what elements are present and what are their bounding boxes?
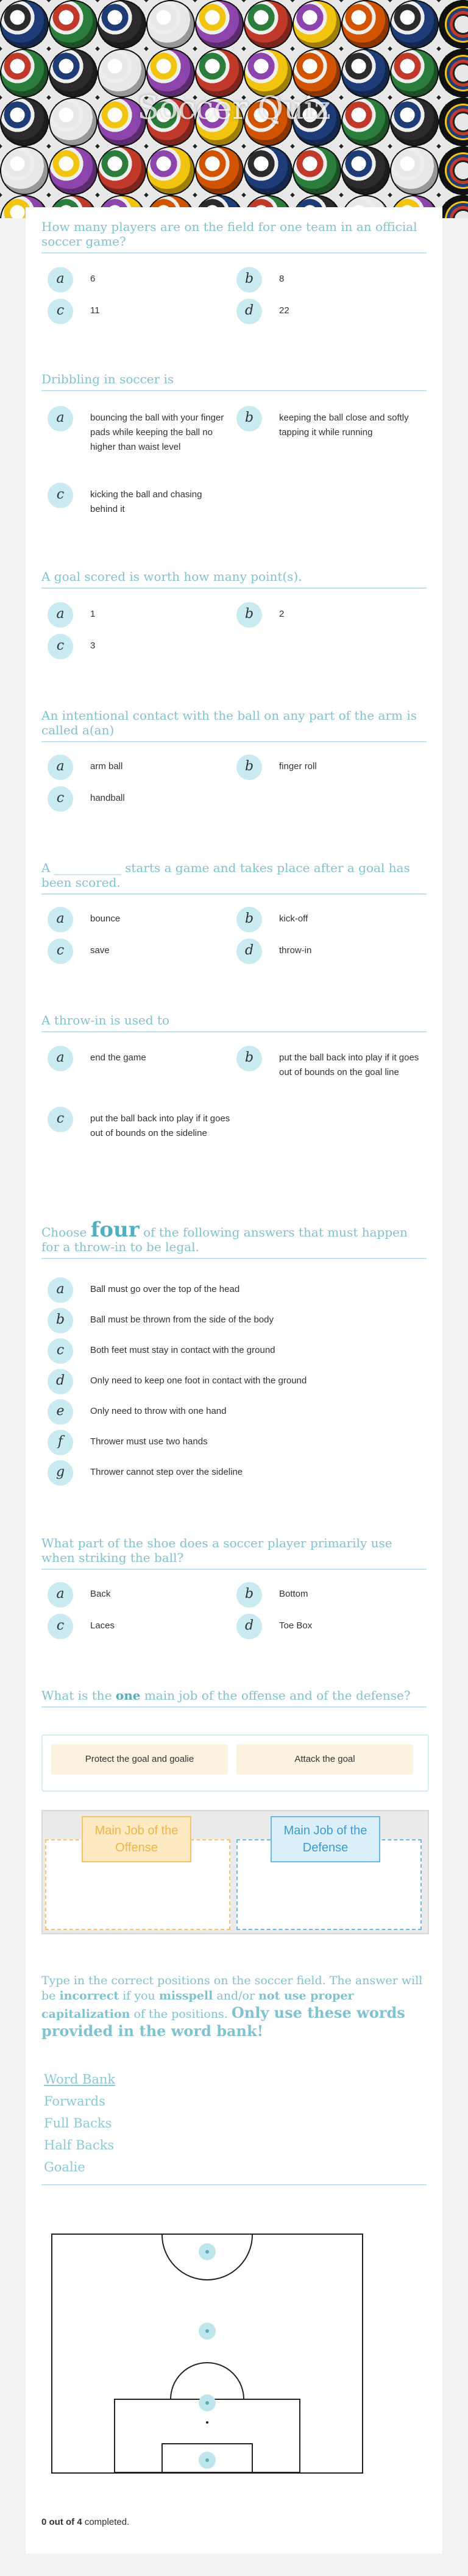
soccer-ball-image xyxy=(391,1,438,48)
option-letter: d xyxy=(48,1369,73,1394)
option-letter: b xyxy=(48,1308,73,1333)
soccer-ball-image xyxy=(196,1,243,48)
option-text: 2 xyxy=(279,609,285,619)
soccer-ball-image xyxy=(147,147,194,194)
option-letter: b xyxy=(236,602,262,628)
option-letter: g xyxy=(48,1460,73,1486)
soccer-ball-image xyxy=(196,50,243,96)
soccer-ball-image xyxy=(50,50,96,96)
option-letter: c xyxy=(48,786,73,812)
option-text: handball xyxy=(90,793,125,803)
option-letter: d xyxy=(236,299,262,324)
worksheet xyxy=(26,207,442,2553)
option-b[interactable] xyxy=(48,1308,413,1333)
option-text: Back xyxy=(90,1589,111,1599)
option-a[interactable] xyxy=(48,267,230,293)
option-a[interactable] xyxy=(48,1582,230,1608)
question-title: An intentional contact with the ball on any part of the arm is called a(an) xyxy=(41,708,427,742)
soccer-ball-image xyxy=(294,1,340,48)
option-c[interactable] xyxy=(48,634,230,659)
option-a[interactable] xyxy=(48,1046,230,1071)
option-text: 11 xyxy=(90,305,100,316)
position-input-full-backs[interactable] xyxy=(199,2394,216,2411)
soccer-ball-image xyxy=(50,1,96,48)
word-bank-item: Forwards xyxy=(44,2094,105,2109)
question-10 xyxy=(41,1973,427,2040)
option-text: throw-in xyxy=(279,945,312,956)
option-d[interactable] xyxy=(236,1614,419,1639)
option-letter: b xyxy=(236,1046,262,1071)
soccer-ball-image xyxy=(342,147,389,194)
option-a[interactable] xyxy=(48,406,230,455)
option-text: Thrower must use two hands xyxy=(90,1436,208,1447)
option-text: Ball must go over the top of the head xyxy=(90,1284,240,1294)
option-a[interactable] xyxy=(48,602,230,628)
soccer-ball-image xyxy=(294,50,340,96)
completion-status: 0 out of 4 completed. xyxy=(41,2517,130,2527)
soccer-ball-image xyxy=(342,50,389,96)
option-g[interactable] xyxy=(48,1460,413,1486)
field-lines xyxy=(52,2235,362,2472)
option-text: 3 xyxy=(90,640,96,651)
option-letter: a xyxy=(48,1046,73,1071)
question-4 xyxy=(41,708,427,742)
option-text: 8 xyxy=(279,274,285,284)
position-input-goalie[interactable] xyxy=(199,2452,216,2469)
question-title: A throw-in is used to xyxy=(41,1013,427,1032)
word-bank-item: Half Backs xyxy=(44,2138,115,2152)
soccer-ball-image xyxy=(1,1,48,48)
question-9 xyxy=(41,1688,427,1708)
option-text: kicking the ball and chasing behind it xyxy=(90,489,202,514)
question-2 xyxy=(41,372,427,391)
soccer-ball-image xyxy=(245,50,291,96)
soccer-ball-image xyxy=(50,147,96,194)
option-text: put the ball back into play if it goes out of bounds on the sideline xyxy=(90,1113,230,1138)
question-title: A ___________ starts a game and takes place after a goal has been scored. xyxy=(41,860,427,895)
option-d[interactable] xyxy=(48,1369,413,1394)
option-text: Both feet must stay in contact with the ground xyxy=(90,1345,275,1355)
drop-zones xyxy=(41,1810,429,1934)
option-c[interactable] xyxy=(48,299,230,324)
option-c[interactable] xyxy=(48,939,230,964)
soccer-ball-image xyxy=(391,147,438,194)
offense-label: Main Job of the Offense xyxy=(82,1816,191,1862)
soccer-ball-image xyxy=(196,147,243,194)
word-bank-item: Goalie xyxy=(44,2160,85,2174)
option-f[interactable] xyxy=(48,1430,413,1455)
option-letter: a xyxy=(48,907,73,932)
option-a[interactable] xyxy=(48,1277,413,1303)
option-letter: e xyxy=(48,1399,73,1425)
option-text: kick-off xyxy=(279,914,308,924)
option-text: bounce xyxy=(90,914,121,924)
option-d[interactable] xyxy=(236,939,419,964)
question-title: What part of the shoe does a soccer player primarily use when striking the ball? xyxy=(41,1536,427,1570)
question-title: Dribbling in soccer is xyxy=(41,372,427,391)
option-letter: c xyxy=(48,1614,73,1639)
option-text: Thrower cannot step over the sideline xyxy=(90,1467,243,1477)
page-title: Soccer Quiz xyxy=(137,90,331,127)
option-text: bouncing the ball with your finger pads while keeping the ball no higher than waist level xyxy=(90,413,224,452)
option-letter: c xyxy=(48,299,73,324)
option-c[interactable] xyxy=(48,786,230,812)
word-bank-title: Word Bank xyxy=(44,2072,116,2087)
option-letter: d xyxy=(236,1614,262,1639)
option-c[interactable] xyxy=(48,483,230,517)
option-text: Laces xyxy=(90,1620,115,1631)
option-text: Only need to throw with one hand xyxy=(90,1406,227,1416)
option-letter: b xyxy=(236,267,262,293)
soccer-field xyxy=(51,2234,363,2474)
option-text: save xyxy=(90,945,110,956)
option-letter: a xyxy=(48,1582,73,1608)
option-e[interactable] xyxy=(48,1399,413,1425)
option-letter: c xyxy=(48,939,73,964)
option-letter: b xyxy=(236,907,262,932)
question-8 xyxy=(41,1536,427,1570)
option-text: finger roll xyxy=(279,761,317,772)
option-text: 6 xyxy=(90,274,96,284)
soccer-ball-image xyxy=(294,147,340,194)
soccer-ball-image xyxy=(391,50,438,96)
option-c[interactable] xyxy=(48,1107,230,1141)
option-letter: a xyxy=(48,602,73,628)
option-letter: f xyxy=(48,1430,73,1455)
option-a[interactable] xyxy=(48,754,230,780)
question-1 xyxy=(41,219,427,254)
option-letter: c xyxy=(48,483,73,508)
option-letter: b xyxy=(236,1582,262,1608)
soccer-ball-image xyxy=(147,1,194,48)
option-text: 1 xyxy=(90,609,96,619)
option-a[interactable] xyxy=(48,907,230,932)
soccer-ball-image xyxy=(99,50,145,96)
word-bank-item: Full Backs xyxy=(44,2116,112,2131)
soccer-ball-image xyxy=(147,50,194,96)
question-6 xyxy=(41,1013,427,1032)
hero-banner xyxy=(0,0,468,218)
option-b[interactable] xyxy=(236,406,419,440)
defense-label: Main Job of the Defense xyxy=(271,1816,380,1862)
soccer-ball-image xyxy=(245,1,291,48)
option-letter: a xyxy=(48,1277,73,1303)
position-input-forwards[interactable] xyxy=(199,2243,216,2260)
choice-protect-goal[interactable]: Protect the goal and goalie xyxy=(51,1744,228,1775)
option-letter: c xyxy=(48,1107,73,1132)
question-title: Choose four of the following answers that must happen for a throw-in to be legal. xyxy=(41,1222,427,1259)
soccer-ball-image xyxy=(99,147,145,194)
soccer-ball-image xyxy=(99,1,145,48)
answer-choices xyxy=(41,1734,429,1792)
position-input-half-backs[interactable] xyxy=(199,2322,216,2340)
option-letter: a xyxy=(48,754,73,780)
option-text: Bottom xyxy=(279,1589,308,1599)
option-text: Ball must be thrown from the side of the body xyxy=(90,1315,274,1325)
option-letter: b xyxy=(236,754,262,780)
option-text: put the ball back into play if it goes out of bounds on the goal line xyxy=(279,1052,419,1077)
question-title: A goal scored is worth how many point(s). xyxy=(41,569,427,589)
option-c[interactable] xyxy=(48,1614,230,1639)
soccer-ball-image xyxy=(1,50,48,96)
option-letter: c xyxy=(48,634,73,659)
question-title: How many players are on the field for one team in an official soccer game? xyxy=(41,219,427,254)
option-b[interactable] xyxy=(236,907,419,932)
option-letter: a xyxy=(48,267,73,293)
question-title: What is the one main job of the offense and of the defense? xyxy=(41,1688,427,1708)
soccer-ball-image xyxy=(342,1,389,48)
option-text: 22 xyxy=(279,305,289,316)
option-text: Only need to keep one foot in contact with the ground xyxy=(90,1375,307,1386)
question-3 xyxy=(41,569,427,589)
divider xyxy=(41,2184,427,2185)
instructions: Type in the correct positions on the soccer field. The answer will be incorrect if you misspell and/or not use proper capitalization of the positions. Only use these words provided in the word bank! xyxy=(41,1974,423,2040)
option-c[interactable] xyxy=(48,1338,413,1364)
option-b[interactable] xyxy=(236,1582,419,1608)
option-letter: a xyxy=(48,406,73,431)
option-letter: c xyxy=(48,1338,73,1364)
soccer-ball-image xyxy=(245,147,291,194)
option-b[interactable] xyxy=(236,1046,419,1080)
option-letter: d xyxy=(236,939,262,964)
option-b[interactable] xyxy=(236,267,419,293)
option-text: Toe Box xyxy=(279,1620,313,1631)
choice-attack-goal[interactable]: Attack the goal xyxy=(236,1744,413,1775)
option-b[interactable] xyxy=(236,754,419,780)
soccer-ball-image xyxy=(1,147,48,194)
option-text: end the game xyxy=(90,1052,146,1063)
option-letter: b xyxy=(236,406,262,431)
option-text: keeping the ball close and softly tapping it while running xyxy=(279,413,409,438)
option-text: arm ball xyxy=(90,761,123,772)
option-b[interactable] xyxy=(236,602,419,628)
question-5 xyxy=(41,860,427,895)
option-d[interactable] xyxy=(236,299,419,324)
question-7 xyxy=(41,1218,427,1259)
